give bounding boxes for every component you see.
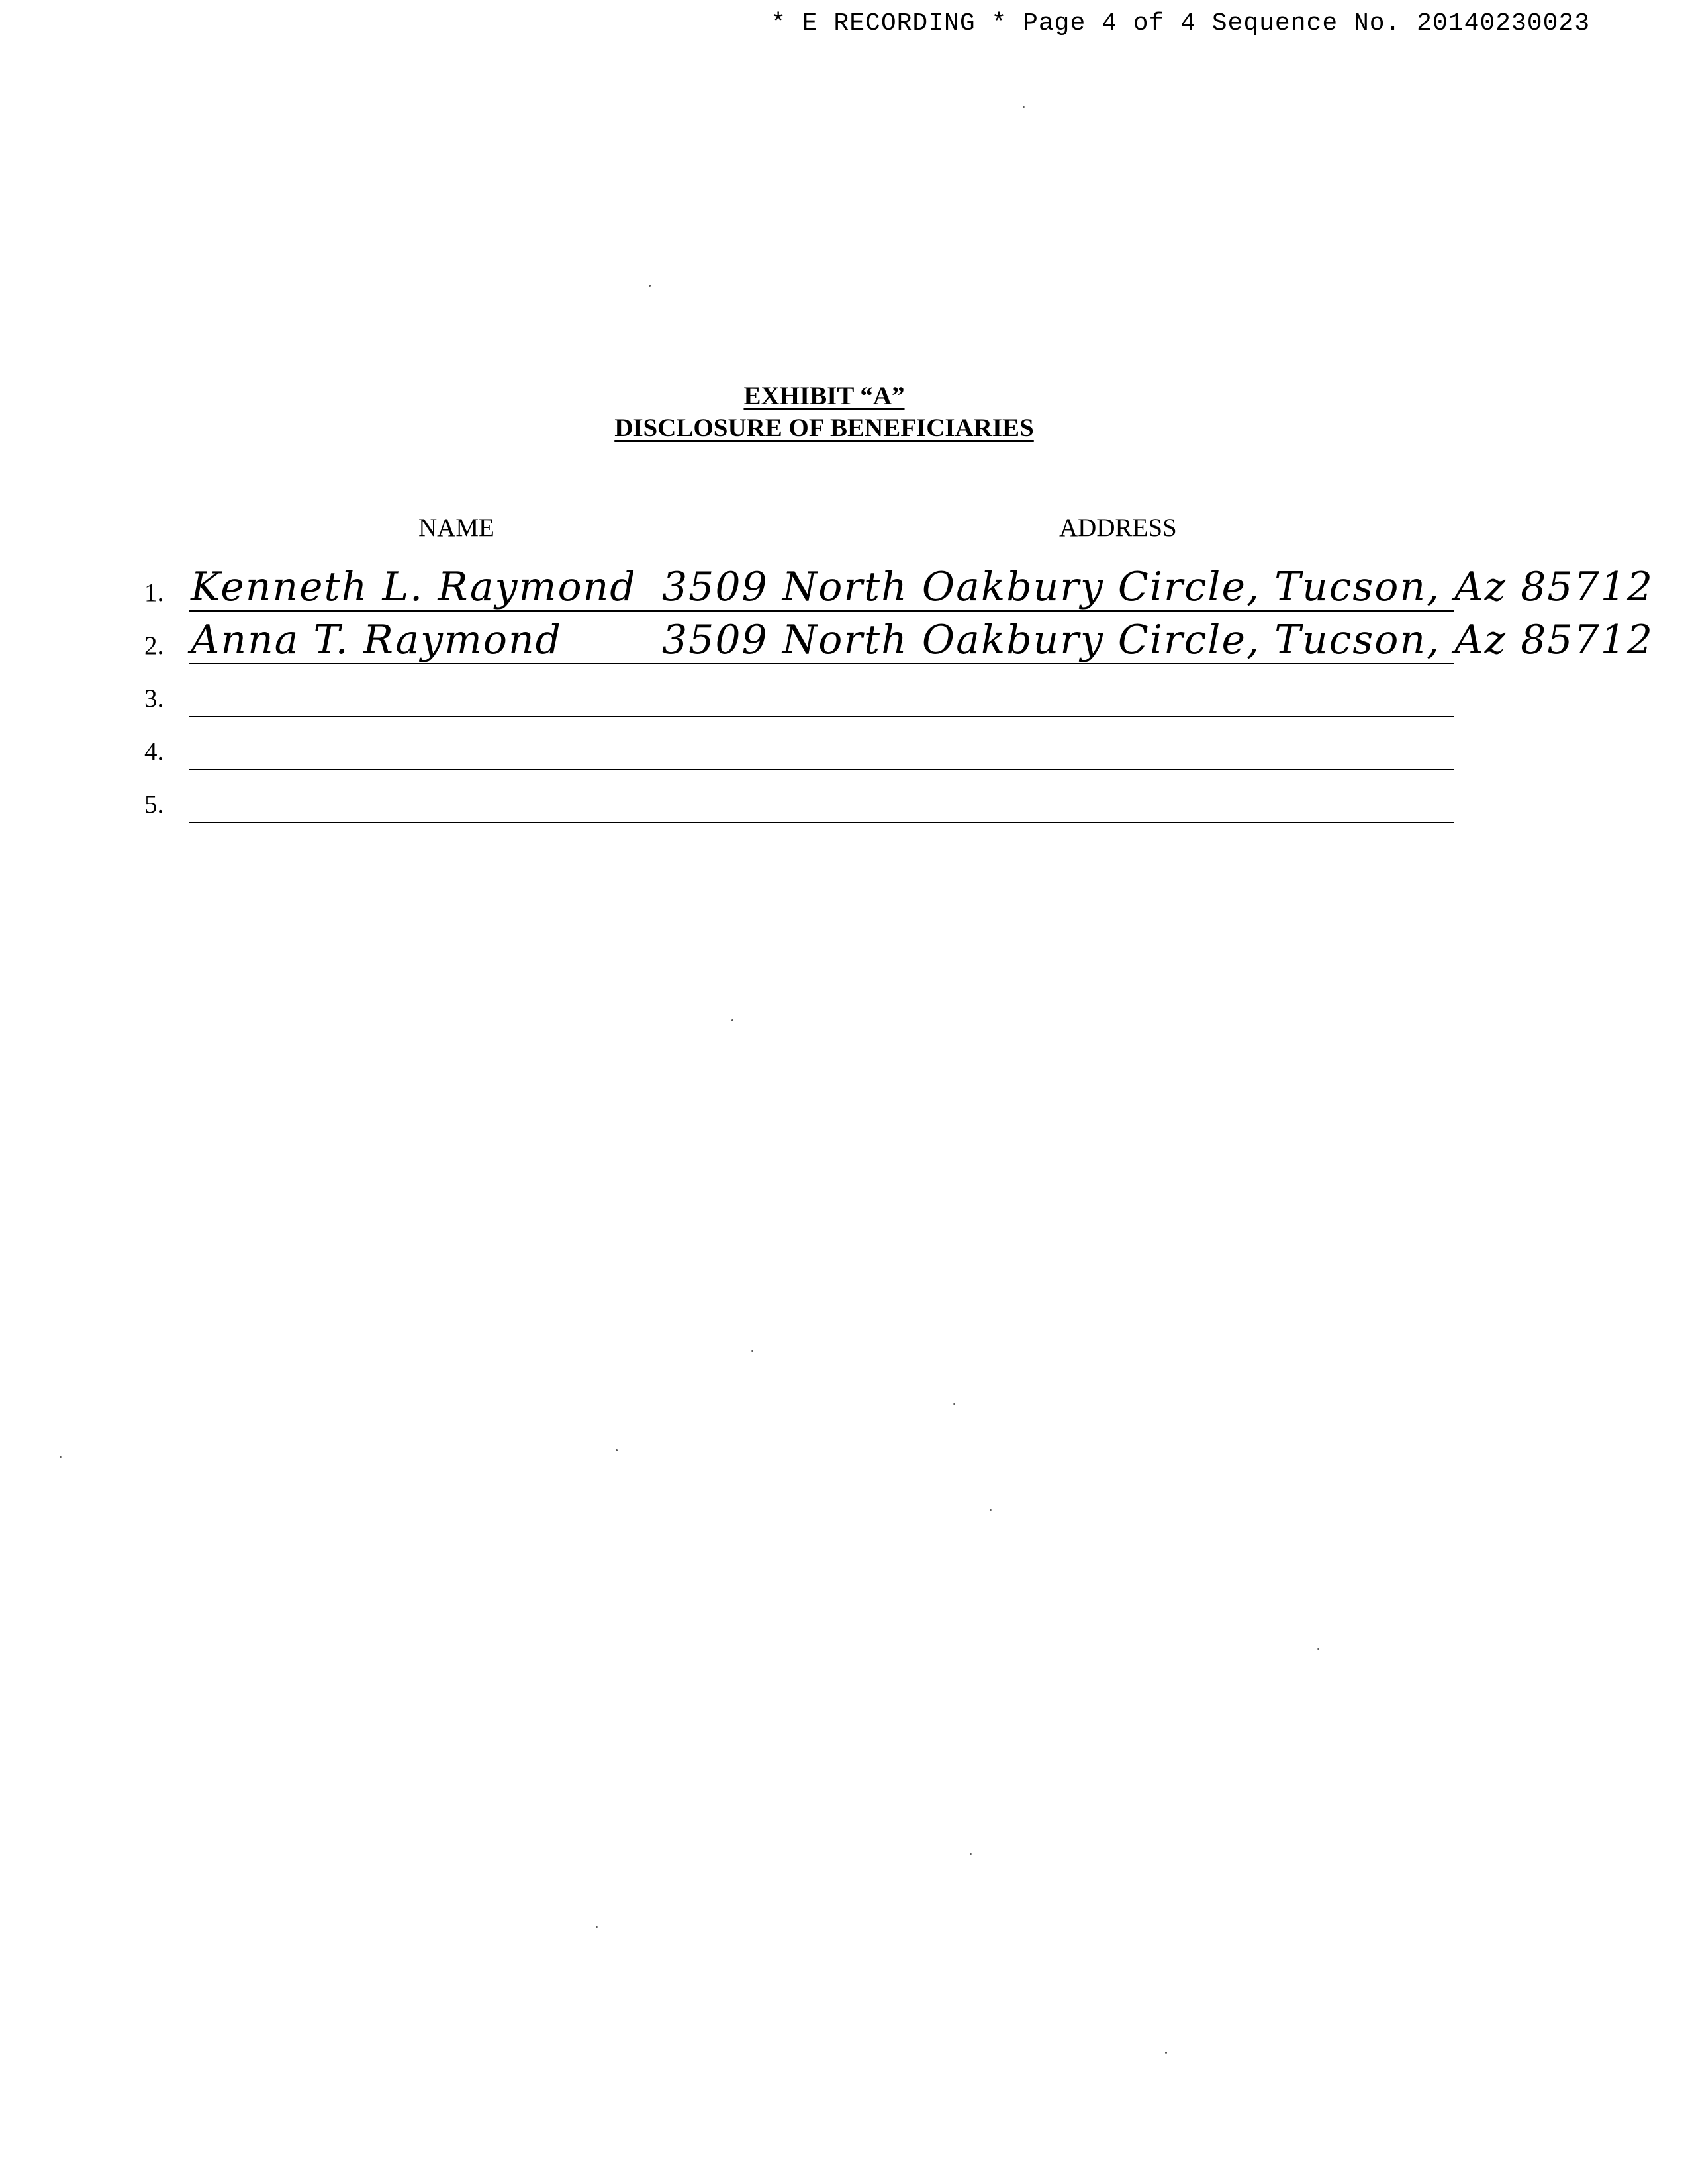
exhibit-subtitle: DISCLOSURE OF BENEFICIARIES — [614, 414, 1034, 442]
scan-speck — [616, 1449, 618, 1451]
scan-speck — [953, 1403, 955, 1405]
scan-speck — [970, 1853, 972, 1855]
name-column-header: NAME — [418, 514, 494, 542]
beneficiary-entry-5 — [0, 780, 1688, 833]
entry-line — [189, 769, 1454, 770]
handwritten-address: 3509 North Oakbury Circle, Tucson, Az 85712 — [662, 564, 1654, 610]
beneficiary-entry-4 — [0, 727, 1688, 780]
entry-line — [189, 610, 1454, 612]
beneficiary-entry-2 — [0, 617, 1688, 674]
scan-speck — [1165, 2052, 1167, 2054]
scan-speck — [990, 1509, 992, 1511]
scan-speck — [60, 1456, 62, 1458]
entry-number: 5. — [144, 790, 164, 819]
exhibit-title: EXHIBIT “A” — [743, 382, 905, 410]
entry-line — [189, 716, 1454, 717]
address-column-header: ADDRESS — [1059, 514, 1177, 542]
recording-header: * E RECORDING * Page 4 of 4 Sequence No. 20140230023 — [771, 9, 1590, 38]
beneficiary-entry-3 — [0, 674, 1688, 727]
handwritten-name: Kenneth L. Raymond — [191, 564, 637, 610]
entry-number: 3. — [144, 684, 164, 713]
scan-speck — [731, 1019, 733, 1021]
handwritten-address: 3509 North Oakbury Circle, Tucson, Az 85712 — [662, 617, 1654, 663]
handwritten-name: Anna T. Raymond — [191, 617, 563, 663]
scan-speck — [1317, 1648, 1319, 1650]
entry-number: 4. — [144, 737, 164, 766]
entry-line — [189, 663, 1454, 664]
beneficiary-entry-1 — [0, 564, 1688, 621]
scan-speck — [649, 285, 651, 287]
scan-speck — [751, 1350, 753, 1352]
exhibit-title-block — [0, 381, 1648, 444]
scan-speck — [1023, 106, 1025, 108]
entry-line — [189, 822, 1454, 823]
scan-speck — [596, 1926, 598, 1928]
entry-number: 2. — [144, 631, 164, 660]
entry-number: 1. — [144, 578, 164, 607]
